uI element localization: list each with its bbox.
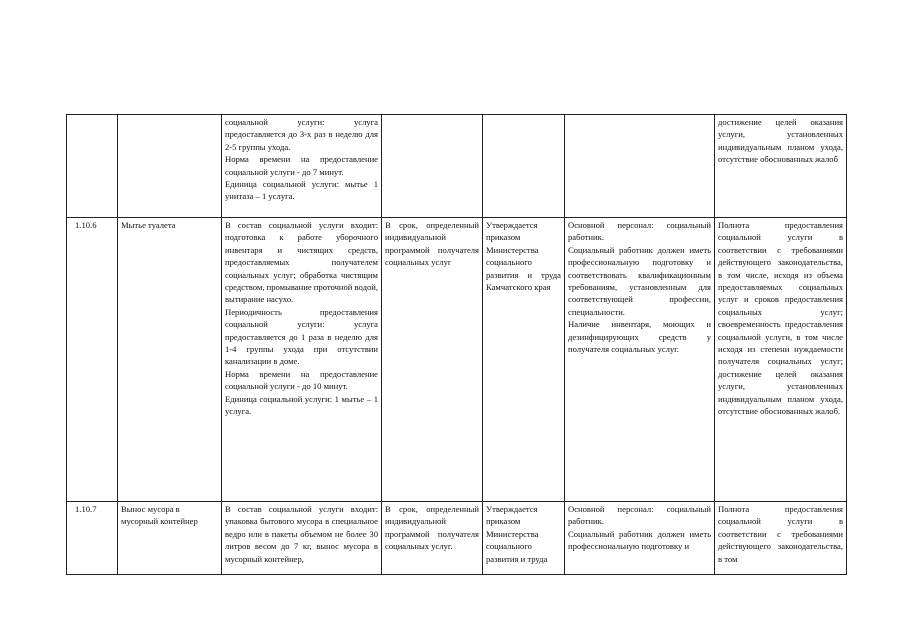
service-name: Вынос мусора в мусорный контейнер (118, 502, 222, 575)
service-quality: Полнота предоставления социальной услуги в соответствии с требованиями действующего законодательства, в том (715, 502, 847, 575)
service-approval: Утверждается приказом Министерства социального развития и труда Камчатского края (483, 218, 565, 502)
service-term (382, 115, 483, 218)
service-term: В срок, определенный индивидуальной программой получателя социальных услуг. (382, 502, 483, 575)
service-approval: Утверждается приказом Министерства социального развития и труда (483, 502, 565, 575)
service-conditions: Основной персонал: социальный работник. Социальный работник должен иметь профессиональную подготовку и соответствовать квалификационным требованиям, установленным для соответствующей профессии, специальности. Наличие инвентаря, моющих и дезинфицирующих средств у получателя социальных услуг. (565, 218, 715, 502)
row-number (67, 115, 118, 218)
service-conditions: Основной персонал: социальный работник. Социальный работник должен иметь профессиональную подготовку и (565, 502, 715, 575)
service-description: В состав социальной услуги входит: подготовка к работе уборочного инвентаря и чистящих средств, предоставляемых получателем социальных услуг; обработка чистящим средством, промывание проточной водой, вытирание насухо. Периодичность предоставления социальной услуги: услуга предоставляется до 1 раза в неделю для 1-4 группы ухода при отсутствии канализации в доме. Норма времени на предоставление социальной услуги - до 10 минут. Единица социальной услуги: 1 мытье – 1 услуга. (222, 218, 382, 502)
service-name: Мытье туалета (118, 218, 222, 502)
table-row (67, 218, 847, 502)
service-quality: Полнота предоставления социальной услуги в соответствии с требованиями действующего законодательства, в том числе, исходя из объема предоставляемых социальных услуг и сроков предоставления социальных услуг; своевременность предоставления социальной услуги, в том числе исходя из степени нуждаемости получателя социальных услуг; достижение целей оказания услуги, установленных индивидуальным планом ухода, отсутствие обоснованных жалоб. (715, 218, 847, 502)
table-row (67, 115, 847, 218)
service-quality: достижение целей оказания услуги, установленных индивидуальным планом ухода, отсутствие обоснованных жалоб (715, 115, 847, 218)
table-row (67, 502, 847, 575)
service-description: социальной услуги: услуга предоставляется до 3-х раз в неделю для 2-5 группы ухода. Норма времени на предоставление социальной услуги - до 7 минут. Единица социальной услуги: мытье 1 унитаза – 1 услуга. (222, 115, 382, 218)
row-number: 1.10.6 (67, 218, 118, 502)
service-approval (483, 115, 565, 218)
service-conditions (565, 115, 715, 218)
service-name (118, 115, 222, 218)
services-table (66, 114, 847, 575)
row-number: 1.10.7 (67, 502, 118, 575)
service-term: В срок, определенный индивидуальной программой получателя социальных услуг (382, 218, 483, 502)
service-description: В состав социальной услуги входит: упаковка бытового мусора в специальное ведро или в пакеты объемом не более 30 литров весом до 7 кг, вынос мусора в мусорный контейнер, (222, 502, 382, 575)
